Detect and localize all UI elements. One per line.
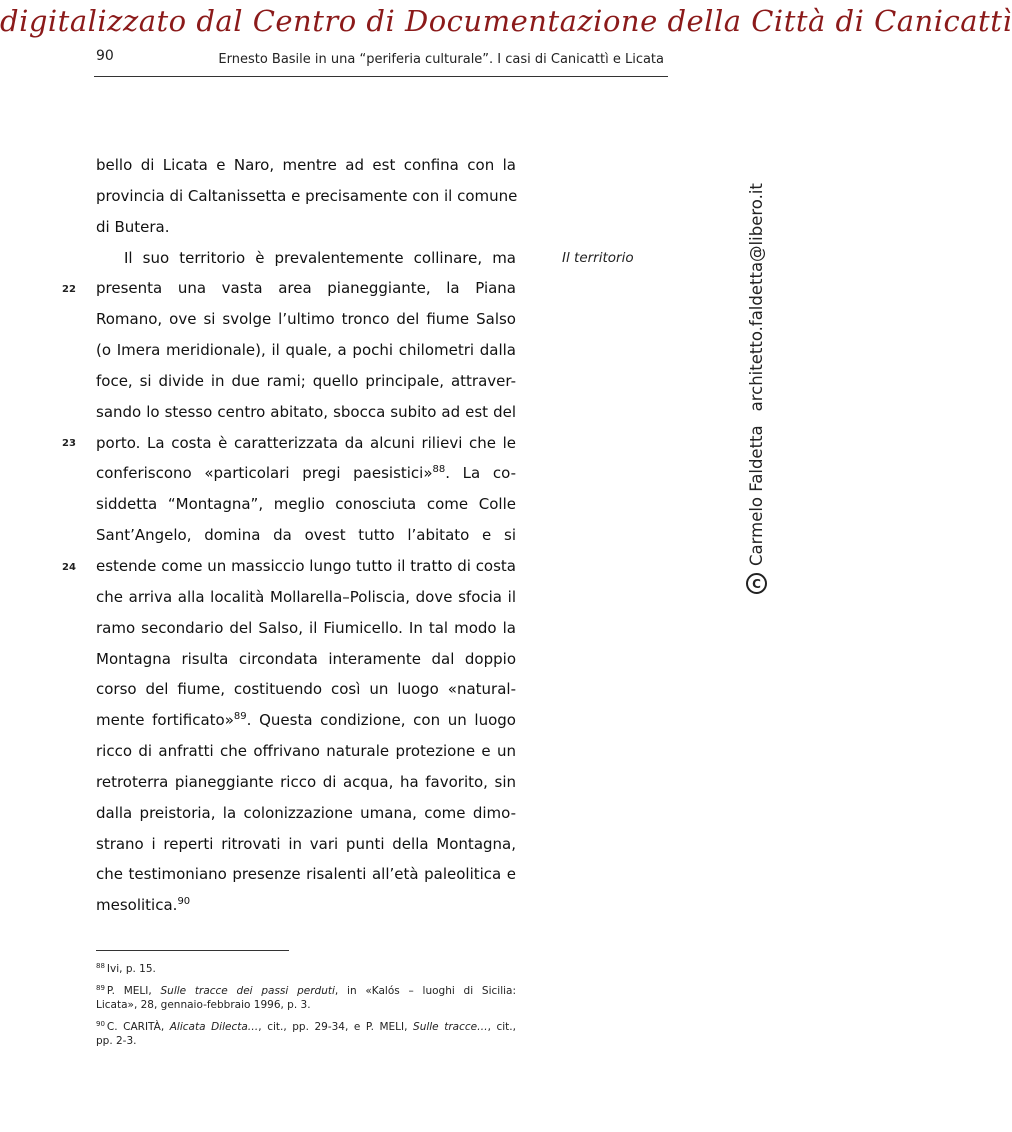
text-line: di Butera. — [96, 217, 170, 236]
text-line — [96, 458, 516, 489]
footnote-text: , cit., — [487, 1021, 516, 1033]
text-line: dalla preistoria, la colonizzazione umana, come dimo- — [96, 803, 516, 822]
text-line: bello di Licata e Naro, mentre ad est confina con la — [96, 156, 516, 174]
footnote-title: Sulle tracce… — [413, 1021, 488, 1033]
text-line: strano i reperti ritrovati in vari punti della Montagna, — [96, 834, 516, 853]
footnote-author: P. MELI, — [106, 985, 152, 997]
text-line: ricco di anfratti che offrivano naturale protezione e un — [96, 742, 516, 761]
text-line: sando lo stesso centro abitato, sbocca subito ad est del — [96, 402, 516, 421]
margin-note: Il territorio — [562, 250, 634, 266]
text-line: che testimoniano presenze risalenti all’età paleolitica e — [96, 865, 516, 884]
text-segment: mente fortificato» — [96, 711, 234, 730]
text-line: che arriva alla località Mollarella–Poliscia, dove sfocia il — [96, 587, 516, 606]
footnote-89 — [96, 981, 516, 1012]
text-line: retroterra pianeggiante ricco di acqua, ha favorito, sin — [96, 772, 516, 791]
text-line: provincia di Caltanissetta e precisamente con il comune — [96, 186, 518, 205]
stamp-author: Carmelo Faldetta — [747, 425, 766, 566]
copyright-stamp — [746, 183, 767, 594]
text-segment: . La co- — [445, 464, 516, 483]
text-line — [96, 705, 516, 736]
line-marker: 23 — [62, 438, 76, 449]
text-line: porto. La costa è caratterizzata da alcuni rilievi che le — [96, 433, 516, 452]
digitization-watermark: digitalizzato dal Centro di Documentazione della Città di Canicattì — [0, 4, 1012, 38]
page-number: 90 — [96, 48, 114, 64]
line-marker: 24 — [62, 562, 76, 573]
text-line: presenta una vasta area pianeggiante, la Piana — [96, 279, 516, 298]
line-marker: 22 — [62, 284, 76, 295]
running-head: Ernesto Basile in una “periferia culturale”. I casi di Canicattì e Licata — [218, 52, 664, 67]
footnote-title: Alicata Dilecta… — [169, 1021, 259, 1033]
footnote-title: Sulle tracce dei passi perduti — [160, 985, 335, 997]
text-line: estende come un massiccio lungo tutto il tratto di costa — [96, 556, 516, 575]
text-segment: . Questa condizione, con un luogo — [246, 711, 516, 730]
text-line: Sant’Angelo, domina da ovest tutto l’abitato e si — [96, 526, 516, 545]
footnote-number: 90 — [96, 1020, 105, 1028]
footnote-text: Ivi, p. 15. — [106, 963, 156, 975]
footnote-text: , in «Kalós – luoghi di Sicilia: — [334, 985, 516, 997]
main-text — [96, 150, 516, 921]
footnotes — [96, 959, 516, 1053]
footnote-line: pp. 2-3. — [96, 1035, 137, 1047]
footnote-text: , cit., pp. 29-34, e P. MELI, — [258, 1021, 408, 1033]
footnote-number: 89 — [96, 984, 105, 992]
footnote-line — [96, 981, 516, 998]
footnote-90 — [96, 1017, 516, 1048]
text-line: foce, si divide in due rami; quello principale, attraver- — [96, 371, 516, 390]
footnote-88 — [96, 959, 516, 976]
footnote-ref-90[interactable]: 90 — [177, 896, 191, 908]
footnote-author: C. CARITÀ, — [106, 1021, 165, 1033]
text-segment: conferiscono «particolari pregi paesistici» — [96, 464, 433, 483]
stamp-email[interactable]: architetto.faldetta@libero.it — [747, 183, 766, 412]
footnote-line: Licata», 28, gennaio-febbraio 1996, p. 3. — [96, 999, 311, 1011]
text-line: Montagna risulta circondata interamente dal doppio — [96, 649, 516, 668]
text-line: ramo secondario del Salso, il Fiumicello. In tal modo la — [96, 618, 516, 637]
text-segment: mesolitica. — [96, 896, 178, 915]
text-line: siddetta “Montagna”, meglio conosciuta come Colle — [96, 495, 516, 514]
footnote-divider — [96, 950, 289, 951]
text-line: Romano, ove si svolge l’ultimo tronco del fiume Salso — [96, 310, 516, 329]
text-line: (o Imera meridionale), il quale, a pochi chilometri dalla — [96, 341, 516, 360]
footnote-number: 88 — [96, 962, 105, 970]
footnote-line — [96, 1017, 516, 1034]
header-divider — [94, 76, 668, 77]
footnote-ref-88[interactable]: 88 — [432, 464, 446, 476]
footnote-ref-89[interactable]: 89 — [233, 711, 247, 723]
text-line — [96, 890, 516, 921]
text-line: corso del fiume, costituendo così un luogo «natural- — [96, 680, 516, 699]
copyright-icon: C — [746, 573, 767, 594]
text-line: Il suo territorio è prevalentemente collinare, ma — [124, 248, 516, 267]
